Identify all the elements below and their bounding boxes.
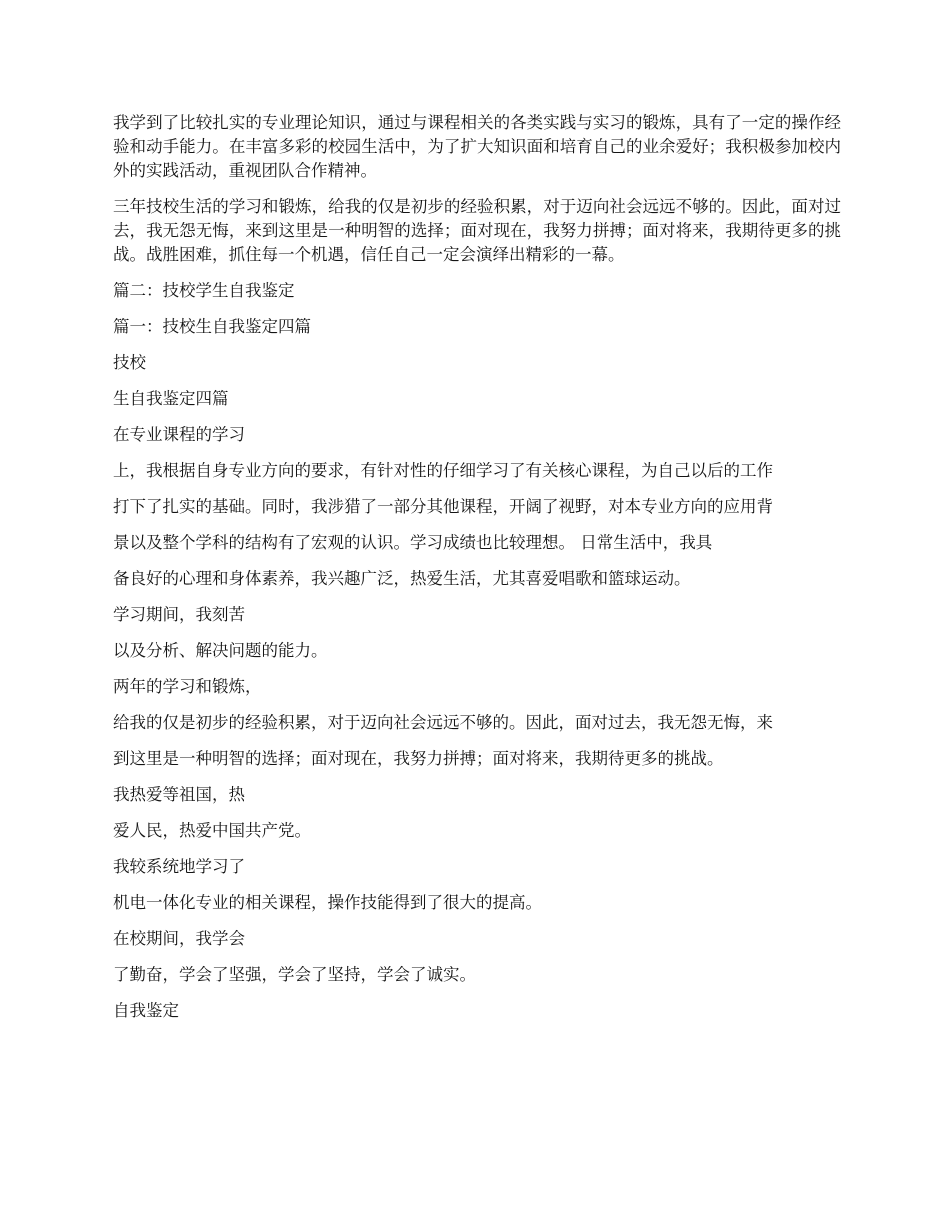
paragraph: 上，我根据自身专业方向的要求，有针对性的仔细学习了有关核心课程，为自己以后的工作 <box>113 461 773 480</box>
paragraph: 在校期间，我学会 <box>113 929 245 948</box>
paragraph: 打下了扎实的基础。同时，我涉猎了一部分其他课程，开阔了视野，对本专业方向的应用背 <box>113 497 773 516</box>
paragraph: 三年技校生活的学习和锻炼，给我的仅是初步的经验积累，对于迈向社会远远不够的。因此，面对过去，我无怨无悔，来到这里是一种明智的选择；面对现在，我努力拼搏；面对将来，我期待更多的挑战。战胜困难，抓住每一个机遇，信任自己一定会演绎出精彩的一幕。 <box>113 197 841 264</box>
paragraph: 备良好的心理和身体素养，我兴趣广泛，热爱生活，尤其喜爱唱歌和篮球运动。 <box>113 569 691 588</box>
paragraph: 我较系统地学习了 <box>113 857 245 876</box>
section-heading: 篇一：技校生自我鉴定四篇 <box>113 317 311 336</box>
paragraph: 给我的仅是初步的经验积累，对于迈向社会远远不够的。因此，面对过去，我无怨无悔，来 <box>113 713 773 732</box>
paragraph: 在专业课程的学习 <box>113 425 245 444</box>
paragraph: 我热爱等祖国，热 <box>113 785 245 804</box>
paragraph: 以及分析、解决问题的能力。 <box>113 641 328 660</box>
paragraph: 我学到了比较扎实的专业理论知识，通过与课程相关的各类实践与实习的锻炼，具有了一定的操作经验和动手能力。在丰富多彩的校园生活中，为了扩大知识面和培育自己的业余爱好；我积极参加校内外的实践活动，重视团队合作精神。 <box>113 113 841 180</box>
paragraph: 生自我鉴定四篇 <box>113 389 229 408</box>
paragraph: 技校 <box>113 353 146 372</box>
paragraph: 两年的学习和锻炼， <box>113 677 262 696</box>
paragraph: 了勤奋，学会了坚强，学会了坚持，学会了诚实。 <box>113 965 476 984</box>
paragraph: 到这里是一种明智的选择；面对现在，我努力拼搏；面对将来，我期待更多的挑战。 <box>113 749 724 768</box>
paragraph: 机电一体化专业的相关课程，操作技能得到了很大的提高。 <box>113 893 542 912</box>
section-heading: 篇二：技校学生自我鉴定 <box>113 281 295 300</box>
paragraph: 爱人民，热爱中国共产党。 <box>113 821 311 840</box>
document-page <box>113 111 841 1035</box>
paragraph: 学习期间，我刻苦 <box>113 605 245 624</box>
paragraph: 景以及整个学科的结构有了宏观的认识。学习成绩也比较理想。 日常生活中，我具 <box>113 533 713 552</box>
paragraph: 自我鉴定 <box>113 1001 179 1020</box>
